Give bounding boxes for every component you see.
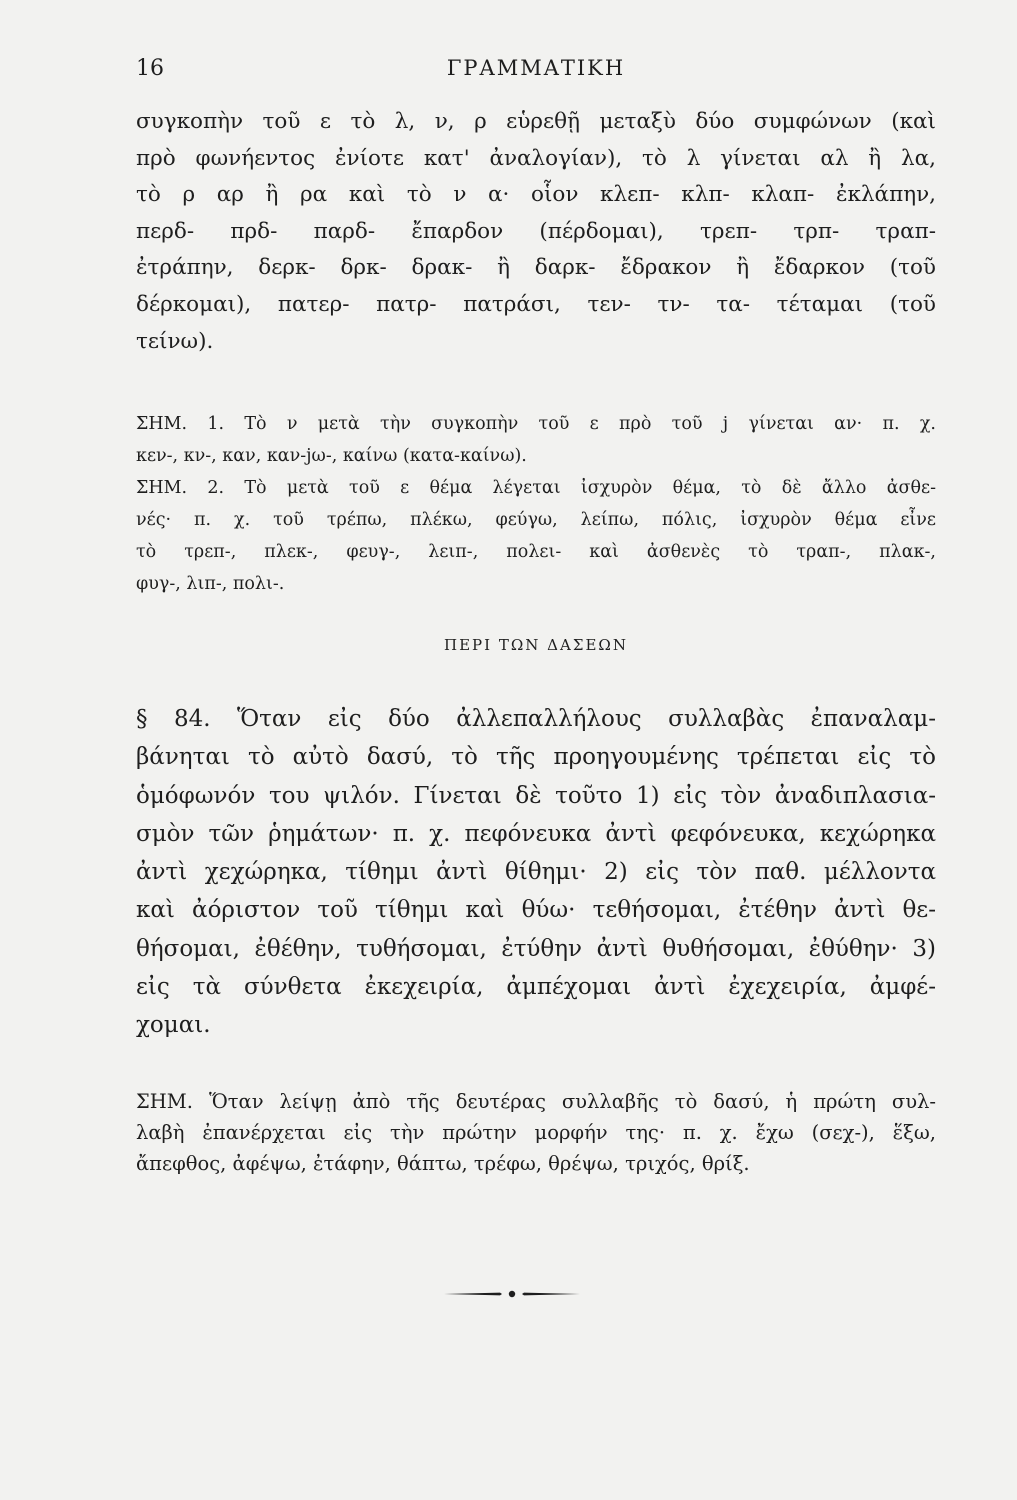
text-line: σμὸν τῶν ῥημάτων· π. χ. πεφόνευκα ἀντὶ φεφόνευκα, κεχώρηκα — [136, 820, 936, 847]
text-line: εἰς τὰ σύνθετα ἐκεχειρία, ἀμπέχομαι ἀντὶ ἐχεχειρία, ἀμφέ- — [136, 974, 936, 1001]
running-title: ΓΡΑΜΜΑΤΙΚΗ — [446, 56, 626, 80]
text-line: βάνηται τὸ αὐτὸ δασύ, τὸ τῆς προηγουμένης τρέπεται εἰς τὸ — [136, 744, 936, 771]
note-1 — [136, 408, 936, 472]
text-line: ἐτράπην, δερκ- δρκ- δρακ- ἢ δαρκ- ἔδρακον ἢ ἔδαρκον (τοῦ — [136, 255, 936, 281]
note-2 — [136, 472, 936, 600]
text-line: πρὸ φωνήεντος ἐνίοτε κατ' ἀναλογίαν), τὸ λ γίνεται αλ ἢ λα, — [136, 145, 936, 171]
page-header — [136, 56, 936, 88]
text-line: τὸ ρ αρ ἢ ρα καὶ τὸ ν α· οἷον κλεπ- κλπ- κλαπ- ἐκλάπην, — [136, 182, 936, 208]
ornamental-rule-icon — [442, 1288, 582, 1300]
note-3 — [136, 1086, 936, 1179]
section-heading: ΠΕΡΙ ΤΩΝ ΔΑΣΕΩΝ — [444, 636, 628, 654]
text-line: θήσομαι, ἐθέθην, τυθήσομαι, ἐτύθην ἀντὶ θυθήσομαι, ἐθύθην· 3) — [136, 935, 936, 962]
text-line: νές· π. χ. τοῦ τρέπω, πλέκω, φεύγω, λείπω, πόλις, ἰσχυρὸν θέμα εἶνε — [136, 510, 936, 530]
text-line: κεν-, κν-, καν, καν-jω-, καίνω (κατα-καίνω). — [136, 446, 527, 466]
text-line: δέρκομαι), πατερ- πατρ- πατράσι, τεν- τν- τα- τέταμαι (τοῦ — [136, 291, 936, 317]
page-number: 16 — [136, 56, 164, 81]
text-line: καὶ ἀόριστον τοῦ τίθημι καὶ θύω· τεθήσομαι, ἐτέθην ἀντὶ θε- — [136, 897, 936, 924]
paragraph-syncope — [136, 104, 936, 360]
text-line: λαβὴ ἐπανέρχεται εἰς τὴν πρώτην μορφήν της· π. χ. ἔχω (σεχ-), ἕξω, — [136, 1121, 936, 1144]
paragraph-84 — [136, 700, 936, 1045]
text-line: ἀντὶ χεχώρηκα, τίθημι ἀντὶ θίθημι· 2) εἰς τὸν παθ. μέλλοντα — [136, 859, 936, 886]
text-line: ΣΗΜ. 1. Τὸ ν μετὰ τὴν συγκοπὴν τοῦ ε πρὸ τοῦ j γίνεται αν· π. χ. — [136, 414, 936, 434]
text-line: ὁμόφωνόν του ψιλόν. Γίνεται δὲ τοῦτο 1) εἰς τὸν ἀναδιπλασια- — [136, 782, 936, 809]
text-line: § 84. Ὅταν εἰς δύο ἀλλεπαλλήλους συλλαβὰς ἐπαναλαμ- — [136, 706, 936, 732]
text-line: ΣΗΜ. 2. Τὸ μετὰ τοῦ ε θέμα λέγεται ἰσχυρὸν θέμα, τὸ δὲ ἄλλο ἀσθε- — [136, 478, 936, 498]
text-line: ΣΗΜ. Ὅταν λείψῃ ἀπὸ τῆς δευτέρας συλλαβῆς τὸ δασύ, ἡ πρώτη συλ- — [136, 1090, 936, 1113]
text-line: συγκοπὴν τοῦ ε τὸ λ, ν, ρ εὑρεθῇ μεταξὺ δύο συμφώνων (καὶ — [136, 109, 936, 134]
text-line: ἄπεφθος, ἀφέψω, ἐτάφην, θάπτω, τρέφω, θρέψω, τριχός, θρίξ. — [136, 1152, 750, 1175]
text-line: τείνω). — [136, 328, 214, 354]
text-line: περδ- πρδ- παρδ- ἔπαρδον (πέρδομαι), τρεπ- τρπ- τραπ- — [136, 218, 936, 244]
text-line: φυγ-, λιπ-, πολι-. — [136, 574, 285, 594]
text-line: τὸ τρεπ-, πλεκ-, φευγ-, λειπ-, πολει- καὶ ἀσθενὲς τὸ τραπ-, πλακ-, — [136, 542, 936, 562]
text-line: χομαι. — [136, 1012, 211, 1039]
